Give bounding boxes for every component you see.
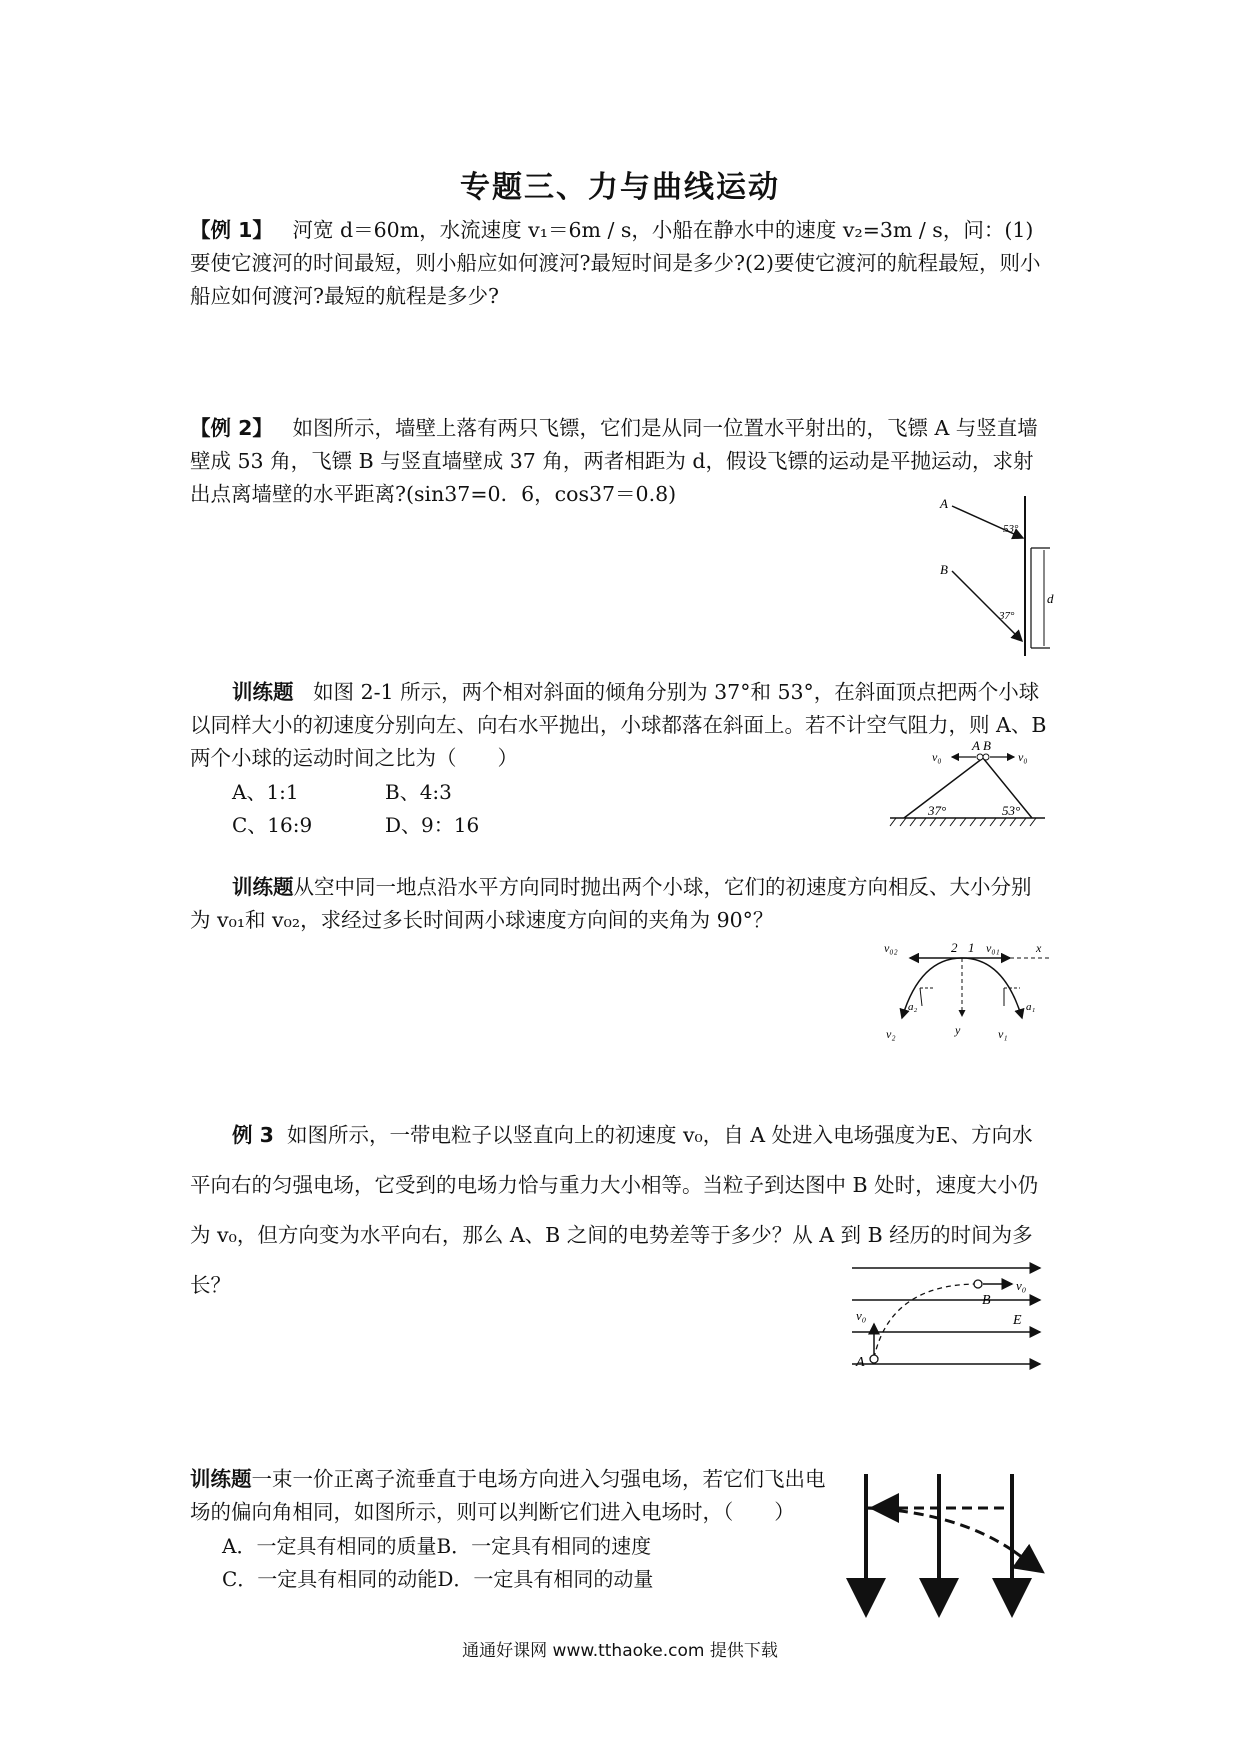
a-label: A — [856, 1355, 865, 1370]
example-2-text: 如图所示，墙壁上落有两只飞镖，它们是从同一位置水平射出的，飞镖 A 与竖直墙壁成 53 角，飞镖 B 与竖直墙壁成 37 角，两者相距为 d，假设飞镖的运动是平抛运动，求射出点离墙壁的水平距离?(sin37=0．6，cos37＝0.8) — [190, 416, 1038, 506]
label-d: d — [1047, 591, 1054, 606]
point-b — [974, 1280, 982, 1288]
example-3-tag: 例 3 — [232, 1123, 274, 1147]
training-2-tag: 训练题 — [232, 875, 294, 899]
a2-label: a₂ — [908, 1001, 918, 1013]
angle-37-label: 37° — [928, 803, 947, 818]
label-a: A — [940, 496, 948, 511]
v0-right-label: v₀ — [1018, 750, 1028, 764]
training-1-tag: 训练题 — [232, 680, 294, 704]
example-1-tag: 【例 1】 — [190, 218, 273, 242]
footer-text: 通通好课网 www.tthaoke.com 提供下载 — [462, 1641, 778, 1661]
training-2 — [190, 871, 1050, 937]
a1-label: a₁ — [1026, 1001, 1036, 1013]
example-2-tag: 【例 2】 — [190, 416, 273, 440]
y-label: y — [955, 1023, 961, 1037]
option-b: B、4:3 — [385, 780, 452, 804]
v02-label: v₀₂ — [884, 941, 898, 955]
particle-path — [874, 1284, 978, 1358]
tr3-option-a: A．一定具有相同的质量 — [222, 1534, 437, 1558]
b-label: B — [982, 1293, 991, 1308]
training-2-text: 从空中同一地点沿水平方向同时抛出两个小球，它们的初速度方向相反、大小分别为 v₀₁和 v₀₂，求经过多长时间两小球速度方向间的夹角为 90°？ — [190, 875, 1032, 932]
v0-up-label: v₀ — [856, 1308, 867, 1323]
angle-53: 53° — [1003, 523, 1019, 535]
ab-label: A B — [972, 738, 991, 753]
tr3-options-row-1 — [222, 1530, 651, 1559]
option-c: C、16:9 — [232, 813, 313, 837]
option-d: D、9：16 — [385, 813, 480, 837]
v2-label: v₂ — [886, 1027, 896, 1041]
v1-label: v₁ — [998, 1027, 1008, 1041]
angle-53-label: 53° — [1002, 803, 1021, 818]
tr3-option-b: B．一定具有相同的速度 — [436, 1534, 652, 1558]
tr3-option-c: C．一定具有相同的动能 — [222, 1567, 438, 1591]
electric-field-figure — [850, 1260, 1060, 1375]
tr3-options-row-2 — [222, 1563, 653, 1592]
option-a: A、1:1 — [232, 780, 299, 804]
example-1-text: 河宽 d＝60m，水流速度 v₁＝6m / s，小船在静水中的速度 v₂=3m / s，问：(1)要使它渡河的时间最短，则小船应如何渡河?最短时间是多少?(2)要使它渡河的航程最短，则小船应如何渡河?最短的航程是多少? — [190, 218, 1041, 308]
page-title: 专题三、力与曲线运动 — [460, 170, 780, 205]
tr3-option-d: D．一定具有相同的动量 — [437, 1567, 654, 1591]
v0-right-label: v₀ — [1016, 1278, 1027, 1293]
ball-1-label: 1 — [968, 940, 975, 955]
projectile-figure — [880, 936, 1065, 1046]
v0-left-label: v₀ — [932, 750, 942, 764]
training-3-text: 一束一价正离子流垂直于电场方向进入匀强电场，若它们飞出电场的偏向角相同，如图所示，则可以判断它们进入电场时，（ ） — [190, 1467, 826, 1524]
training-3 — [190, 1463, 840, 1529]
ball-2-label: 2 — [951, 940, 958, 955]
example-1 — [190, 214, 1050, 313]
v01-label: v₀₁ — [986, 941, 1000, 955]
ion-beam-figure — [845, 1470, 1070, 1620]
inclines-figure — [880, 738, 1055, 838]
darts-wall-figure — [930, 488, 1080, 663]
example-3-text: 如图所示，一带电粒子以竖直向上的初速度 v₀，自 A 处进入电场强度为E、方向水平向右的匀强电场，它受到的电场力恰与重力大小相等。当粒子到达图中 B 处时，速度大小仍为 v₀，但方向变为水平向右，那么 A、B 之间的电势差等于多少？从 A 到 B 经历的时间为多长？ — [190, 1123, 1039, 1297]
e-label: E — [1013, 1313, 1022, 1328]
x-label: x — [1036, 941, 1042, 955]
example-2 — [190, 412, 1050, 511]
angle-37: 37° — [999, 610, 1015, 622]
exit-beam-arrow — [1012, 1550, 1040, 1570]
trajectory-1 — [962, 958, 1022, 1018]
point-a — [870, 1355, 878, 1363]
training-1-text: 如图 2-1 所示，两个相对斜面的倾角分别为 37°和 53°，在斜面顶点把两个小球以同样大小的初速度分别向左、向右水平抛出，小球都落在斜面上。若不计空气阻力，则 A、B 两个小球的运动时间之比为（ ） — [190, 680, 1047, 770]
training-3-tag: 训练题 — [190, 1467, 252, 1491]
label-b: B — [940, 562, 948, 577]
dart-b-path — [952, 571, 1022, 641]
